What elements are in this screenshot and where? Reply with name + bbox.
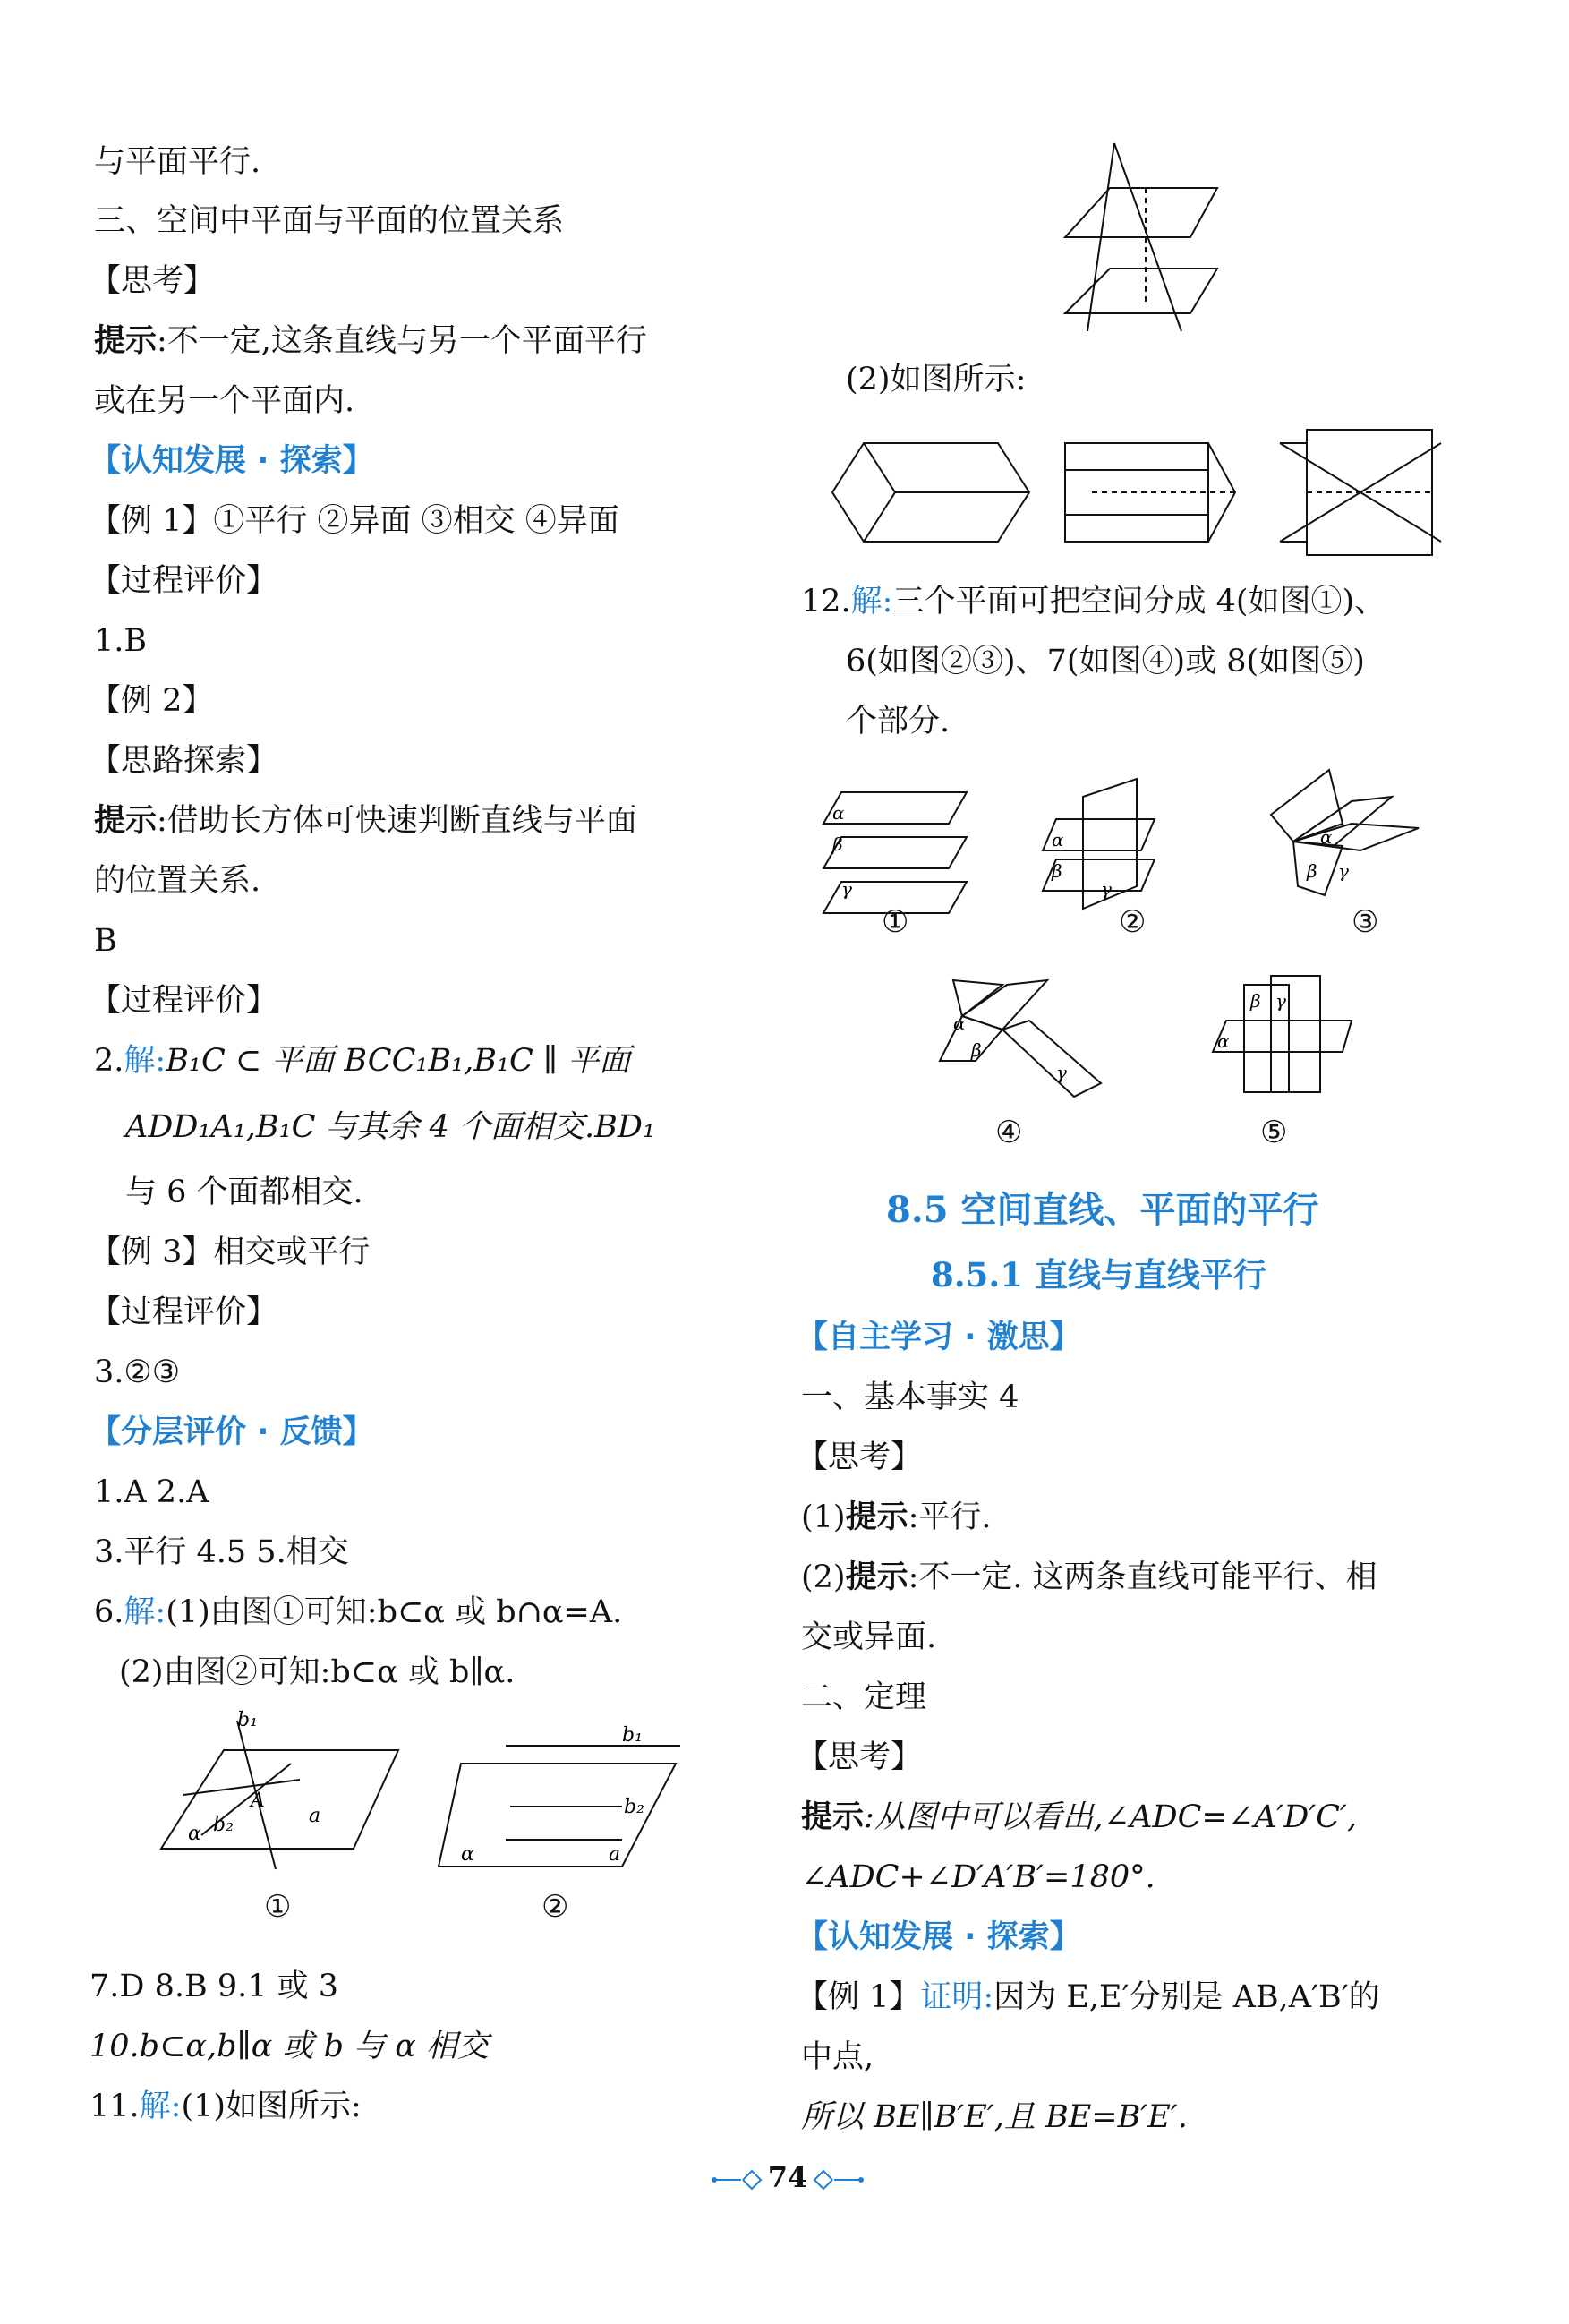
- label-alpha: α: [953, 1012, 966, 1034]
- answer-line: 3.②③: [94, 1354, 181, 1390]
- solution-label: 解:: [139, 2089, 182, 2124]
- label-a-right: a: [609, 1843, 621, 1866]
- solution-line: [94, 1591, 622, 1634]
- solution-line: 6(如图②③)、7(如图④)或 8(如图⑤): [846, 644, 1365, 679]
- hint-text: :从图中可以看出,∠ADC=∠A′D′C′,: [864, 1799, 1358, 1835]
- hint-text: :不一定,这条直线与另一个平面平行: [157, 323, 647, 359]
- label-process-eval: 【过程评价】: [90, 563, 278, 599]
- subsection-heading: 8.5.1 直线与直线平行: [931, 1255, 1266, 1294]
- answer-line: 7.D 8.B 9.1 或 3: [90, 1969, 339, 2004]
- text-line: 与平面平行.: [94, 144, 261, 180]
- hint-line: [801, 1796, 1357, 1839]
- solution-line: [90, 2085, 362, 2128]
- example-3-answer: 【例 3】相交或平行: [90, 1235, 371, 1270]
- caption-3: ③: [1352, 904, 1379, 940]
- blue-section-heading: 【分层评价 · 反馈】: [90, 1414, 374, 1450]
- hint-line: [801, 1556, 1377, 1599]
- solution-line: (2)由图②可知:b⊂α 或 b∥α.: [119, 1654, 516, 1690]
- item-number: (1): [801, 1499, 846, 1535]
- caption-2: ②: [1119, 904, 1147, 940]
- item-number: 11.: [90, 2089, 140, 2124]
- label-alpha: α: [1217, 1030, 1230, 1052]
- label-gamma: γ: [841, 878, 852, 900]
- label-alpha-right: α: [461, 1843, 474, 1866]
- answer-line: B: [94, 923, 117, 959]
- text-line: (2)如图所示:: [846, 362, 1027, 397]
- solution-text: B₁C ⊂ 平面 BCC₁B₁,B₁C ∥ 平面: [166, 1043, 631, 1079]
- item-number: (2): [801, 1559, 846, 1595]
- solution-line: 与 6 个面都相交.: [125, 1175, 363, 1210]
- hint-line: [801, 1496, 992, 1539]
- section-heading: 三、空间中平面与平面的位置关系: [94, 203, 565, 239]
- label-beta: β: [832, 833, 843, 855]
- figure-q11-2-drawing: [823, 425, 1450, 560]
- item-number: 12.: [801, 584, 851, 619]
- figure-q6: [152, 1710, 689, 1925]
- hint-label: 提示: [94, 802, 158, 839]
- solution-text: (1)由图①可知:b⊂α 或 b∩α=A.: [166, 1594, 623, 1630]
- label-alpha: α: [1320, 826, 1333, 848]
- proof-label: 证明:: [920, 1979, 994, 2015]
- figure-q11-1-drawing: [1056, 139, 1235, 340]
- label-gamma: γ: [1101, 878, 1112, 900]
- label-b2: b₂: [213, 1814, 234, 1836]
- hint-label: 提示: [845, 1499, 908, 1535]
- label-beta: β: [1307, 860, 1317, 882]
- label-alpha: α: [188, 1823, 201, 1845]
- label-think: 【思考】: [797, 1440, 923, 1475]
- text-line: ∠ADC+∠D′A′B′=180°.: [801, 1859, 1155, 1895]
- hint-label: 提示: [845, 1559, 908, 1595]
- section-heading: 二、定理: [801, 1679, 927, 1715]
- answer-line: 3.平行 4.5 5.相交: [94, 1534, 349, 1570]
- label-b2-right: b₂: [624, 1796, 644, 1818]
- label-think: 【思考】: [90, 263, 216, 299]
- solution-label: 解:: [850, 584, 893, 619]
- solution-line: ADD₁A₁,B₁C 与其余 4 个面相交.BD₁: [125, 1109, 655, 1145]
- caption-5: ⑤: [1260, 1115, 1288, 1150]
- item-number: 2.: [94, 1043, 124, 1079]
- hint-line: [94, 799, 637, 842]
- figure-q11-2: [823, 425, 1450, 560]
- text-line: 或在另一个平面内.: [94, 383, 355, 419]
- answer-line: 1.A 2.A: [94, 1474, 209, 1510]
- figure-q12-drawing: [806, 761, 1468, 1164]
- label-think: 【思考】: [797, 1739, 923, 1775]
- hint-label: 提示: [801, 1799, 865, 1835]
- hint-label: 提示: [94, 322, 158, 359]
- solution-label: 解:: [124, 1594, 166, 1630]
- figure-q12: [806, 761, 1468, 1164]
- label-A: A: [251, 1790, 265, 1812]
- section-heading: 一、基本事实 4: [801, 1380, 1019, 1415]
- label-gamma: γ: [1275, 990, 1286, 1012]
- hint-text: :平行.: [908, 1499, 992, 1535]
- figure-q6-drawing: [152, 1710, 689, 1925]
- hint-text: :不一定. 这两条直线可能平行、相: [908, 1559, 1377, 1595]
- caption-2: ②: [541, 1889, 569, 1925]
- blue-section-heading: 【认知发展 · 探索】: [797, 1919, 1081, 1955]
- solution-line: [801, 580, 1386, 623]
- label-gamma: γ: [1056, 1062, 1067, 1083]
- label-example-2: 【例 2】: [90, 683, 214, 719]
- item-number: 6.: [94, 1594, 124, 1630]
- hint-line: [94, 320, 647, 363]
- solution-line: 个部分.: [846, 704, 951, 739]
- text-line: 交或异面.: [801, 1619, 937, 1655]
- example-1-answers: 【例 1】①平行 ②异面 ③相交 ④异面: [90, 503, 619, 539]
- solution-text: 三个平面可把空间分成 4(如图①)、: [892, 584, 1386, 619]
- answer-line: 1.B: [94, 623, 148, 659]
- label-b1-right: b₁: [622, 1724, 643, 1747]
- solution-text: (1)如图所示:: [181, 2089, 362, 2124]
- proof-text: 因为 E,E′分别是 AB,A′B′的: [993, 1979, 1380, 2015]
- caption-4: ④: [995, 1115, 1023, 1150]
- label-alpha: α: [1052, 829, 1064, 850]
- blue-section-heading: 【自主学习 · 激思】: [797, 1320, 1081, 1355]
- label-idea-explore: 【思路探索】: [90, 743, 278, 779]
- label-beta: β: [971, 1039, 982, 1061]
- label-beta: β: [1052, 860, 1062, 882]
- proof-line: [797, 1976, 1380, 2019]
- caption-1: ①: [882, 904, 909, 940]
- label-b1: b₁: [237, 1710, 258, 1731]
- hint-text: :借助长方体可快速判断直线与平面: [157, 803, 637, 839]
- label-beta: β: [1250, 990, 1261, 1012]
- label-a: a: [309, 1805, 321, 1827]
- solution-line: [94, 1039, 630, 1082]
- label-alpha: α: [832, 802, 845, 824]
- page-number: [698, 2153, 877, 2207]
- solution-label: 解:: [124, 1043, 166, 1079]
- blue-section-heading: 【认知发展 · 探索】: [90, 443, 374, 479]
- answer-line: 10.b⊂α,b∥α 或 b 与 α 相交: [90, 2029, 490, 2064]
- proof-line: 所以 BE∥B′E′,且 BE=B′E′.: [801, 2099, 1188, 2135]
- label-process-eval: 【过程评价】: [90, 1294, 278, 1330]
- text-line: 的位置关系.: [94, 863, 261, 899]
- proof-line: 中点,: [801, 2039, 874, 2075]
- label-process-eval: 【过程评价】: [90, 983, 278, 1019]
- figure-q11-1: [1056, 139, 1235, 340]
- chapter-heading: 8.5 空间直线、平面的平行: [886, 1189, 1319, 1231]
- example-label: 【例 1】: [797, 1979, 921, 2015]
- caption-1: ①: [264, 1889, 292, 1925]
- page-number-text: 74: [767, 2160, 808, 2194]
- label-gamma: γ: [1338, 860, 1349, 882]
